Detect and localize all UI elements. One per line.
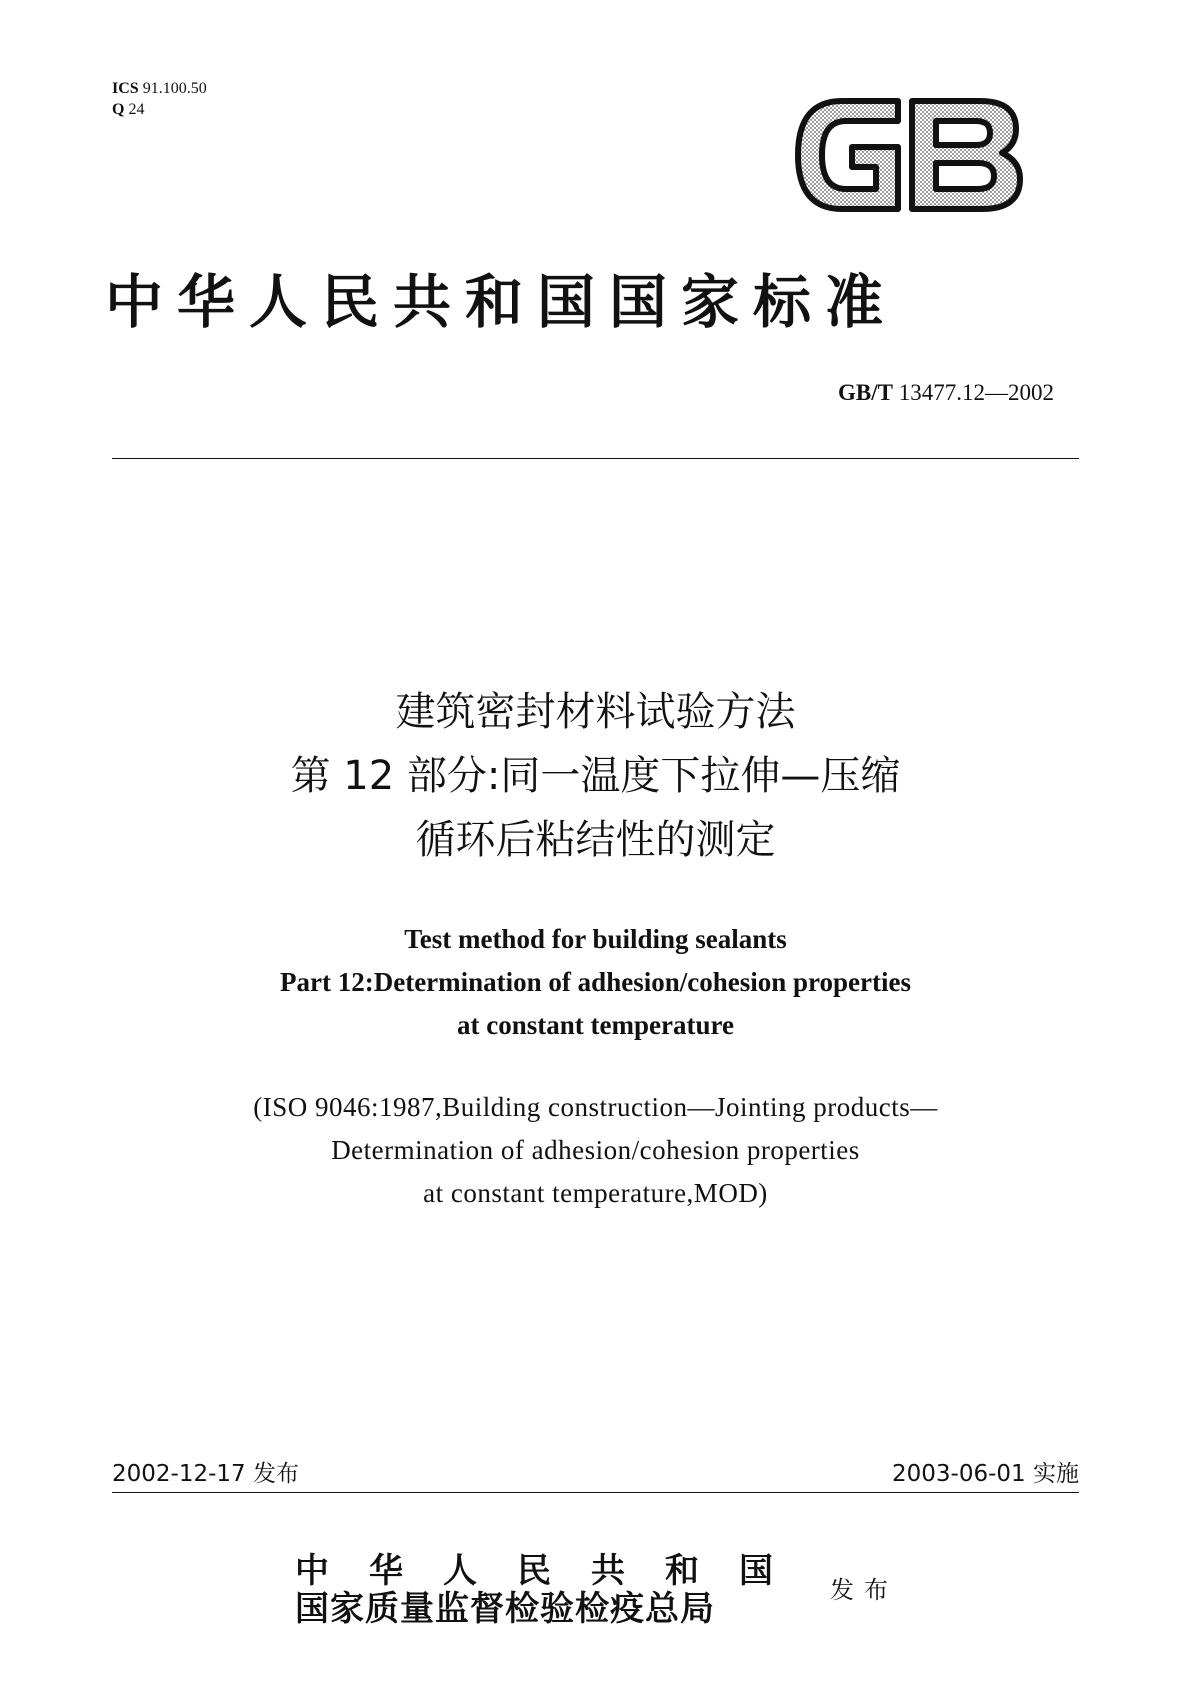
bottom-divider [112,1492,1079,1493]
issuer-line-2: 国家质量监督检验检疫总局 [295,1589,715,1629]
iso-reference [0,1086,1191,1215]
issuer-line-1: 中华人民共和国 [295,1551,813,1591]
standard-number [838,380,1054,406]
ccs-code: 24 [128,101,145,118]
english-title [0,918,1191,1047]
gb-logo-graphic [790,95,1025,215]
implementation-date: 2003-06-01 实施 [892,1461,1079,1487]
national-standard-title: 中华人民共和国国家标准 [105,268,898,336]
ics-code: 91.100.50 [142,80,207,97]
ccs-code-line [112,99,207,120]
gb-logo [790,95,1025,215]
chinese-title-line-3: 循环后粘结性的测定 [415,817,776,863]
english-title-line-2: Part 12:Determination of adhesion/cohesion properties [280,967,911,997]
ics-label: ICS [112,80,139,97]
ccs-label: Q [112,101,125,118]
issuing-bodies [295,1552,813,1628]
chinese-title-line-2: 第 12 部分:同一温度下拉伸—压缩 [290,753,901,799]
issue-date: 2002-12-17 发布 [112,1461,299,1487]
top-divider [112,458,1079,459]
ics-code-line [112,78,207,99]
iso-reference-line-1: (ISO 9046:1987,Building construction—Jointing products— [253,1092,938,1122]
classification-codes [112,78,207,120]
chinese-title [0,680,1191,872]
chinese-title-line-1: 建筑密封材料试验方法 [395,689,796,735]
iso-reference-line-3: at constant temperature,MOD) [423,1178,768,1208]
standard-number-value: 13477.12—2002 [898,380,1054,405]
iso-reference-line-2: Determination of adhesion/cohesion properties [331,1135,860,1165]
english-title-line-3: at constant temperature [457,1010,734,1040]
issue-word: 发布 [830,1576,898,1604]
english-title-line-1: Test method for building sealants [404,924,787,954]
standard-number-prefix: GB/T [838,380,893,405]
